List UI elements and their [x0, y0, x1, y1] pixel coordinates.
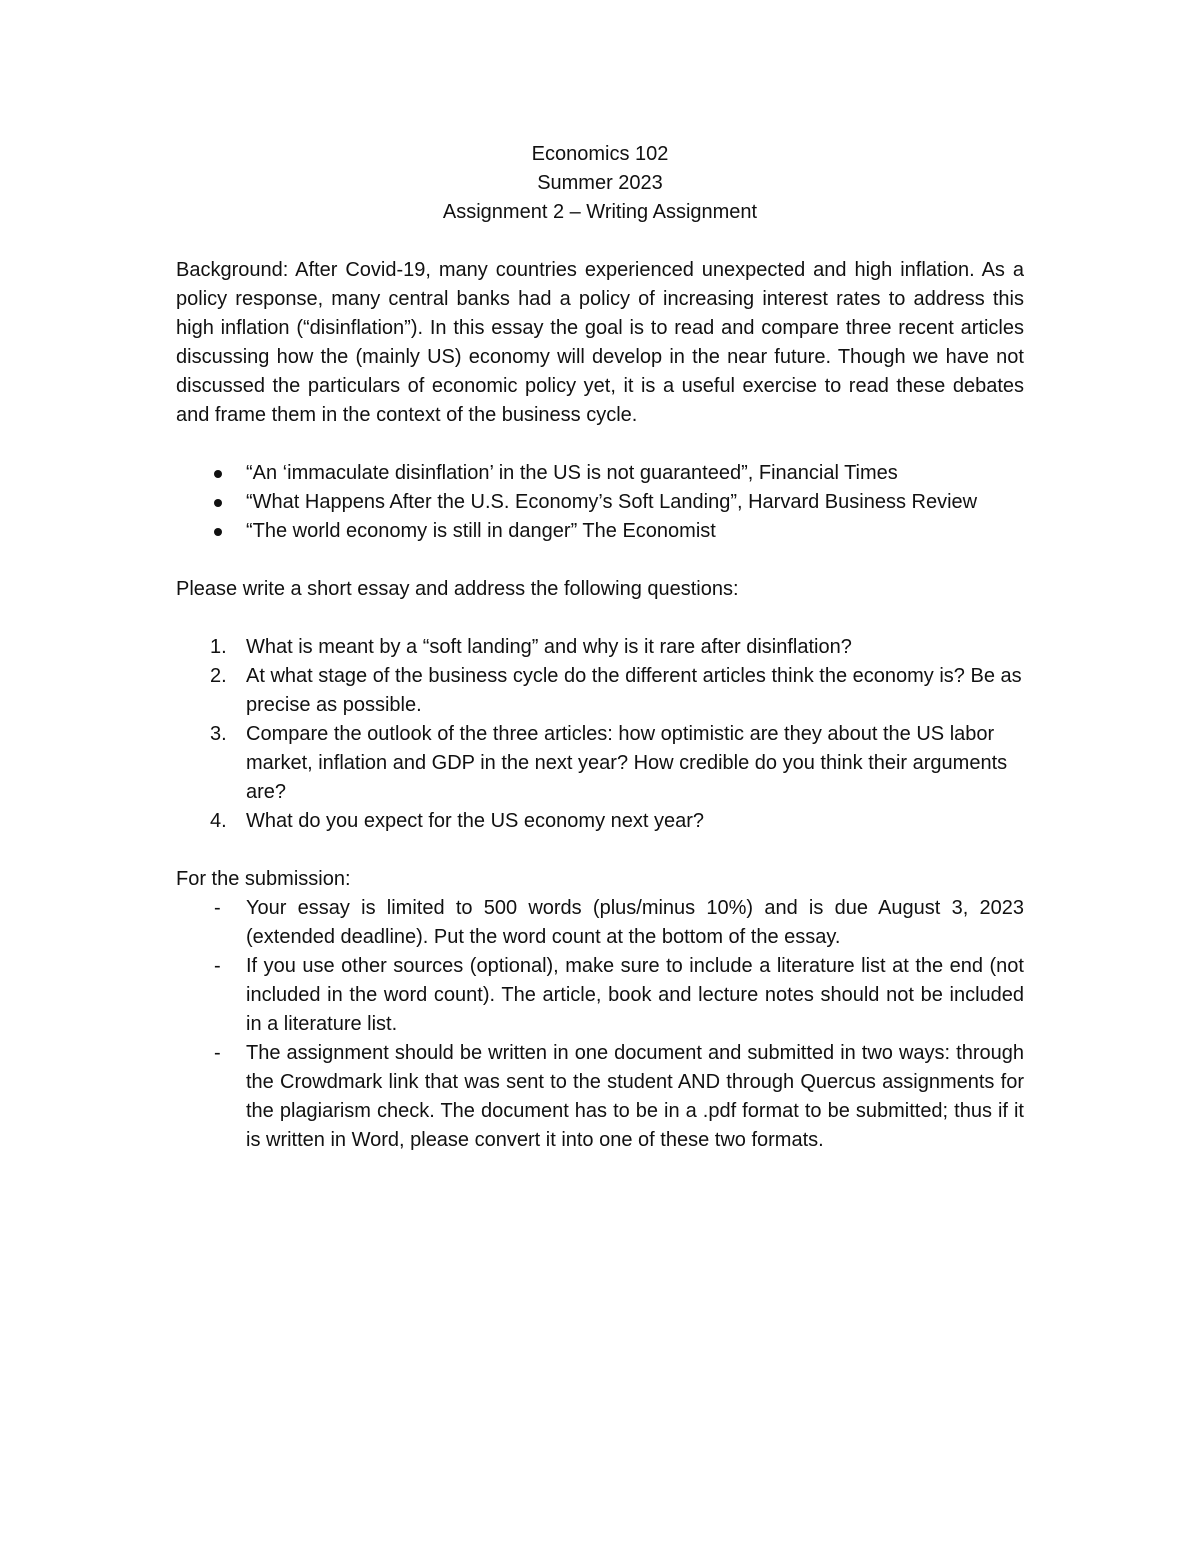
dash-marker: - [214, 897, 221, 919]
term-title: Summer 2023 [537, 172, 663, 194]
question-number: 2. [210, 665, 227, 687]
question-number: 3. [210, 723, 227, 745]
question-list [176, 633, 1024, 836]
document-page [176, 140, 1024, 1155]
title-block [176, 140, 1024, 227]
question-text: At what stage of the business cycle do the different articles think the economy is? Be as precise as possible. [246, 665, 1022, 716]
article-list [176, 459, 1024, 546]
background-paragraph: Background: After Covid-19, many countries experienced unexpected and high inflation. As a policy response, many central banks had a policy of increasing interest rates to address this high inflation (“disinflation”). In this essay the goal is to read and compare three recent articles discussing how the (mainly US) economy will develop in the near future. Though we have not discussed the particulars of economic policy yet, it is a useful exercise to read these debates and frame them in the context of the business cycle. [176, 259, 1024, 426]
spacer [176, 430, 1024, 459]
questions-intro: Please write a short essay and address the following questions: [176, 578, 739, 600]
list-item [176, 1039, 1024, 1155]
course-title: Economics 102 [531, 143, 669, 165]
spacer [176, 227, 1024, 256]
bullet-icon [214, 499, 222, 507]
submission-list [176, 894, 1024, 1155]
spacer [176, 546, 1024, 575]
list-item [176, 517, 1024, 546]
submission-text: If you use other sources (optional), make sure to include a literature list at the end (not included in the word count). The article, book and lecture notes should not be included in a literature list. [246, 955, 1024, 1035]
list-item [176, 952, 1024, 1039]
submission-text: The assignment should be written in one document and submitted in two ways: through the Crowdmark link that was sent to the student AND through Quercus assignments for the plagiarism check. The document has to be in a .pdf format to be submitted; thus if it is written in Word, please convert it into one of these two formats. [246, 1042, 1024, 1151]
list-item [176, 633, 1024, 662]
list-item [176, 720, 1024, 807]
assignment-title: Assignment 2 – Writing Assignment [442, 201, 758, 223]
question-number: 4. [210, 810, 227, 832]
submission-text: Your essay is limited to 500 words (plus/minus 10%) and is due August 3, 2023 (extended deadline). Put the word count at the bottom of the essay. [246, 897, 1024, 948]
article-title: “An ‘immaculate disinflation’ in the US is not guaranteed”, Financial Times [246, 462, 898, 484]
list-item [176, 459, 1024, 488]
dash-marker: - [214, 955, 221, 977]
article-title: “The world economy is still in danger” The Economist [246, 520, 716, 542]
bullet-icon [214, 470, 222, 478]
dash-marker: - [214, 1042, 221, 1064]
list-item [176, 662, 1024, 720]
list-item [176, 488, 1024, 517]
list-item [176, 894, 1024, 952]
submission-intro: For the submission: [176, 868, 351, 890]
spacer [176, 604, 1024, 633]
spacer [176, 836, 1024, 865]
bullet-icon [214, 528, 222, 536]
question-text: Compare the outlook of the three articles: how optimistic are they about the US labor market, inflation and GDP in the next year? How credible do you think their arguments are? [246, 723, 1008, 803]
question-text: What is meant by a “soft landing” and why is it rare after disinflation? [246, 636, 852, 658]
question-number: 1. [210, 636, 227, 658]
question-text: What do you expect for the US economy next year? [246, 810, 705, 832]
list-item [176, 807, 1024, 836]
article-title: “What Happens After the U.S. Economy’s Soft Landing”, Harvard Business Review [246, 491, 978, 513]
